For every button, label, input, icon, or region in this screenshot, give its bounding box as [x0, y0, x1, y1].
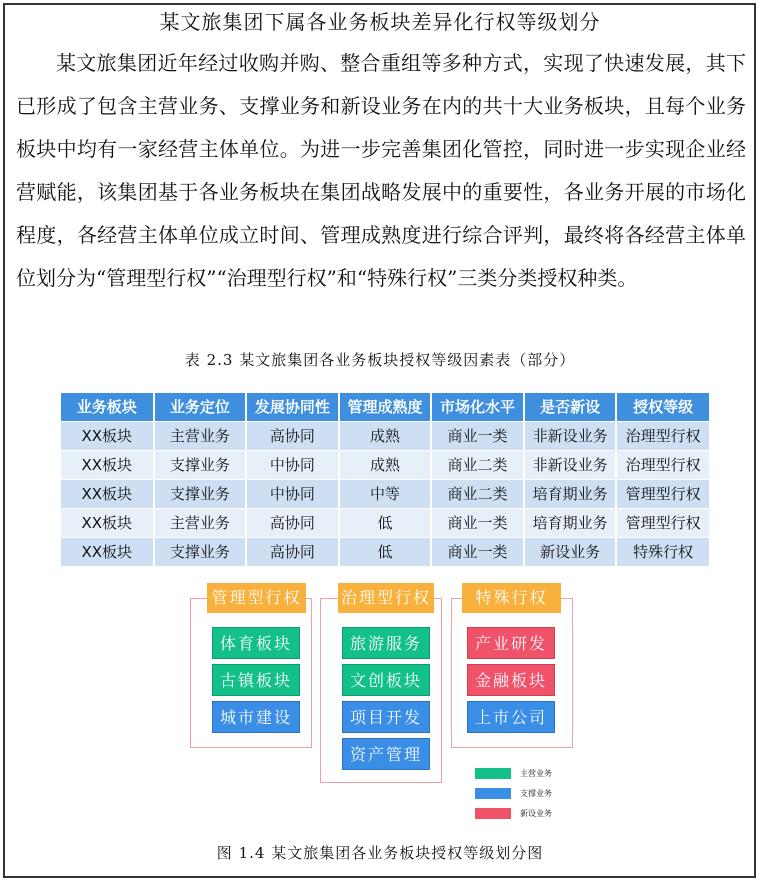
table-cell: 商业一类	[431, 537, 524, 566]
table-cell: 支撑业务	[154, 450, 247, 479]
table-cell: 管理型行权	[616, 479, 709, 508]
table-cell: 培育期业务	[524, 508, 617, 537]
table-row	[61, 421, 709, 450]
header-cell: 业务板块	[61, 393, 154, 421]
table-cell: 支撑业务	[154, 479, 247, 508]
table-cell: 中协同	[246, 479, 339, 508]
unit-finance: 金融板块	[467, 664, 555, 696]
header-cell: 业务定位	[154, 393, 247, 421]
unit-cultural-creative: 文创板块	[342, 664, 430, 696]
table-cell: XX板块	[61, 450, 154, 479]
table-cell: 低	[339, 537, 432, 566]
table-cell: 支撑业务	[154, 537, 247, 566]
category-label-management: 管理型行权	[207, 583, 306, 613]
unit-ancient-town: 古镇板块	[212, 664, 300, 696]
legend-label-new-business: 新设业务	[520, 809, 552, 818]
factor-table	[61, 393, 709, 566]
table-cell: XX板块	[61, 537, 154, 566]
table-cell: 主营业务	[154, 421, 247, 450]
table-cell: 非新设业务	[524, 450, 617, 479]
legend-swatch-main-business	[475, 768, 511, 779]
category-label-governance: 治理型行权	[338, 583, 434, 613]
table-row	[61, 508, 709, 537]
legend-label-support-business: 支撑业务	[520, 789, 552, 798]
table-cell: 治理型行权	[616, 421, 709, 450]
header-cell: 授权等级	[616, 393, 709, 421]
table-cell: 特殊行权	[616, 537, 709, 566]
table-header-row	[61, 393, 709, 421]
header-cell: 发展协同性	[246, 393, 339, 421]
table-row	[61, 479, 709, 508]
table-cell: 高协同	[246, 508, 339, 537]
unit-industry-rnd: 产业研发	[467, 627, 555, 659]
table-cell: 主营业务	[154, 508, 247, 537]
category-label-special: 特殊行权	[462, 583, 561, 613]
table-cell: 成熟	[339, 421, 432, 450]
document-title: 某文旅集团下属各业务板块差异化行权等级划分	[159, 10, 601, 34]
legend-label-main-business: 主营业务	[520, 769, 552, 778]
table-cell: 低	[339, 508, 432, 537]
table-cell: 非新设业务	[524, 421, 617, 450]
unit-listed-company: 上市公司	[467, 701, 555, 733]
body-paragraph: 某文旅集团近年经过收购并购、整合重组等多种方式，实现了快速发展，其下已形成了包含主营业务、支撑业务和新设业务在内的共十大业务板块，且每个业务板块中均有一家经营主体单位。为进一步完善集团化管控，同时进一步实现企业经营赋能，该集团基于各业务板块在集团战略发展中的重要性，各业务开展的市场化程度，各经营主体单位成立时间、管理成熟度进行综合评判，最终将各经营主体单位划分为“管理型行权”“治理型行权”和“特殊行权”三类分类授权种类。	[16, 51, 746, 290]
header-cell: 市场化水平	[431, 393, 524, 421]
unit-sports: 体育板块	[212, 627, 300, 659]
table-row	[61, 537, 709, 566]
table-caption: 表 2.3 某文旅集团各业务板块授权等级因素表（部分）	[184, 351, 576, 369]
unit-asset-management: 资产管理	[342, 738, 430, 770]
figure-caption: 图 1.4 某文旅集团各业务板块授权等级划分图	[216, 844, 544, 862]
table-row	[61, 450, 709, 479]
header-cell: 管理成熟度	[339, 393, 432, 421]
unit-urban-construction: 城市建设	[212, 701, 300, 733]
table-cell: 治理型行权	[616, 450, 709, 479]
table-cell: 新设业务	[524, 537, 617, 566]
legend-swatch-support-business	[475, 788, 511, 799]
table-cell: 商业二类	[431, 479, 524, 508]
table-cell: 高协同	[246, 421, 339, 450]
table-cell: 商业二类	[431, 450, 524, 479]
table-cell: XX板块	[61, 479, 154, 508]
legend-swatch-new-business	[475, 808, 511, 819]
unit-tourism-service: 旅游服务	[342, 627, 430, 659]
unit-project-development: 项目开发	[342, 701, 430, 733]
table-cell: 高协同	[246, 537, 339, 566]
table-cell: 成熟	[339, 450, 432, 479]
table-cell: 中等	[339, 479, 432, 508]
table-cell: XX板块	[61, 421, 154, 450]
table-cell: XX板块	[61, 508, 154, 537]
header-cell: 是否新设	[524, 393, 617, 421]
table-cell: 商业一类	[431, 508, 524, 537]
table-cell: 商业一类	[431, 421, 524, 450]
table-cell: 中协同	[246, 450, 339, 479]
table-cell: 管理型行权	[616, 508, 709, 537]
table-cell: 培育期业务	[524, 479, 617, 508]
